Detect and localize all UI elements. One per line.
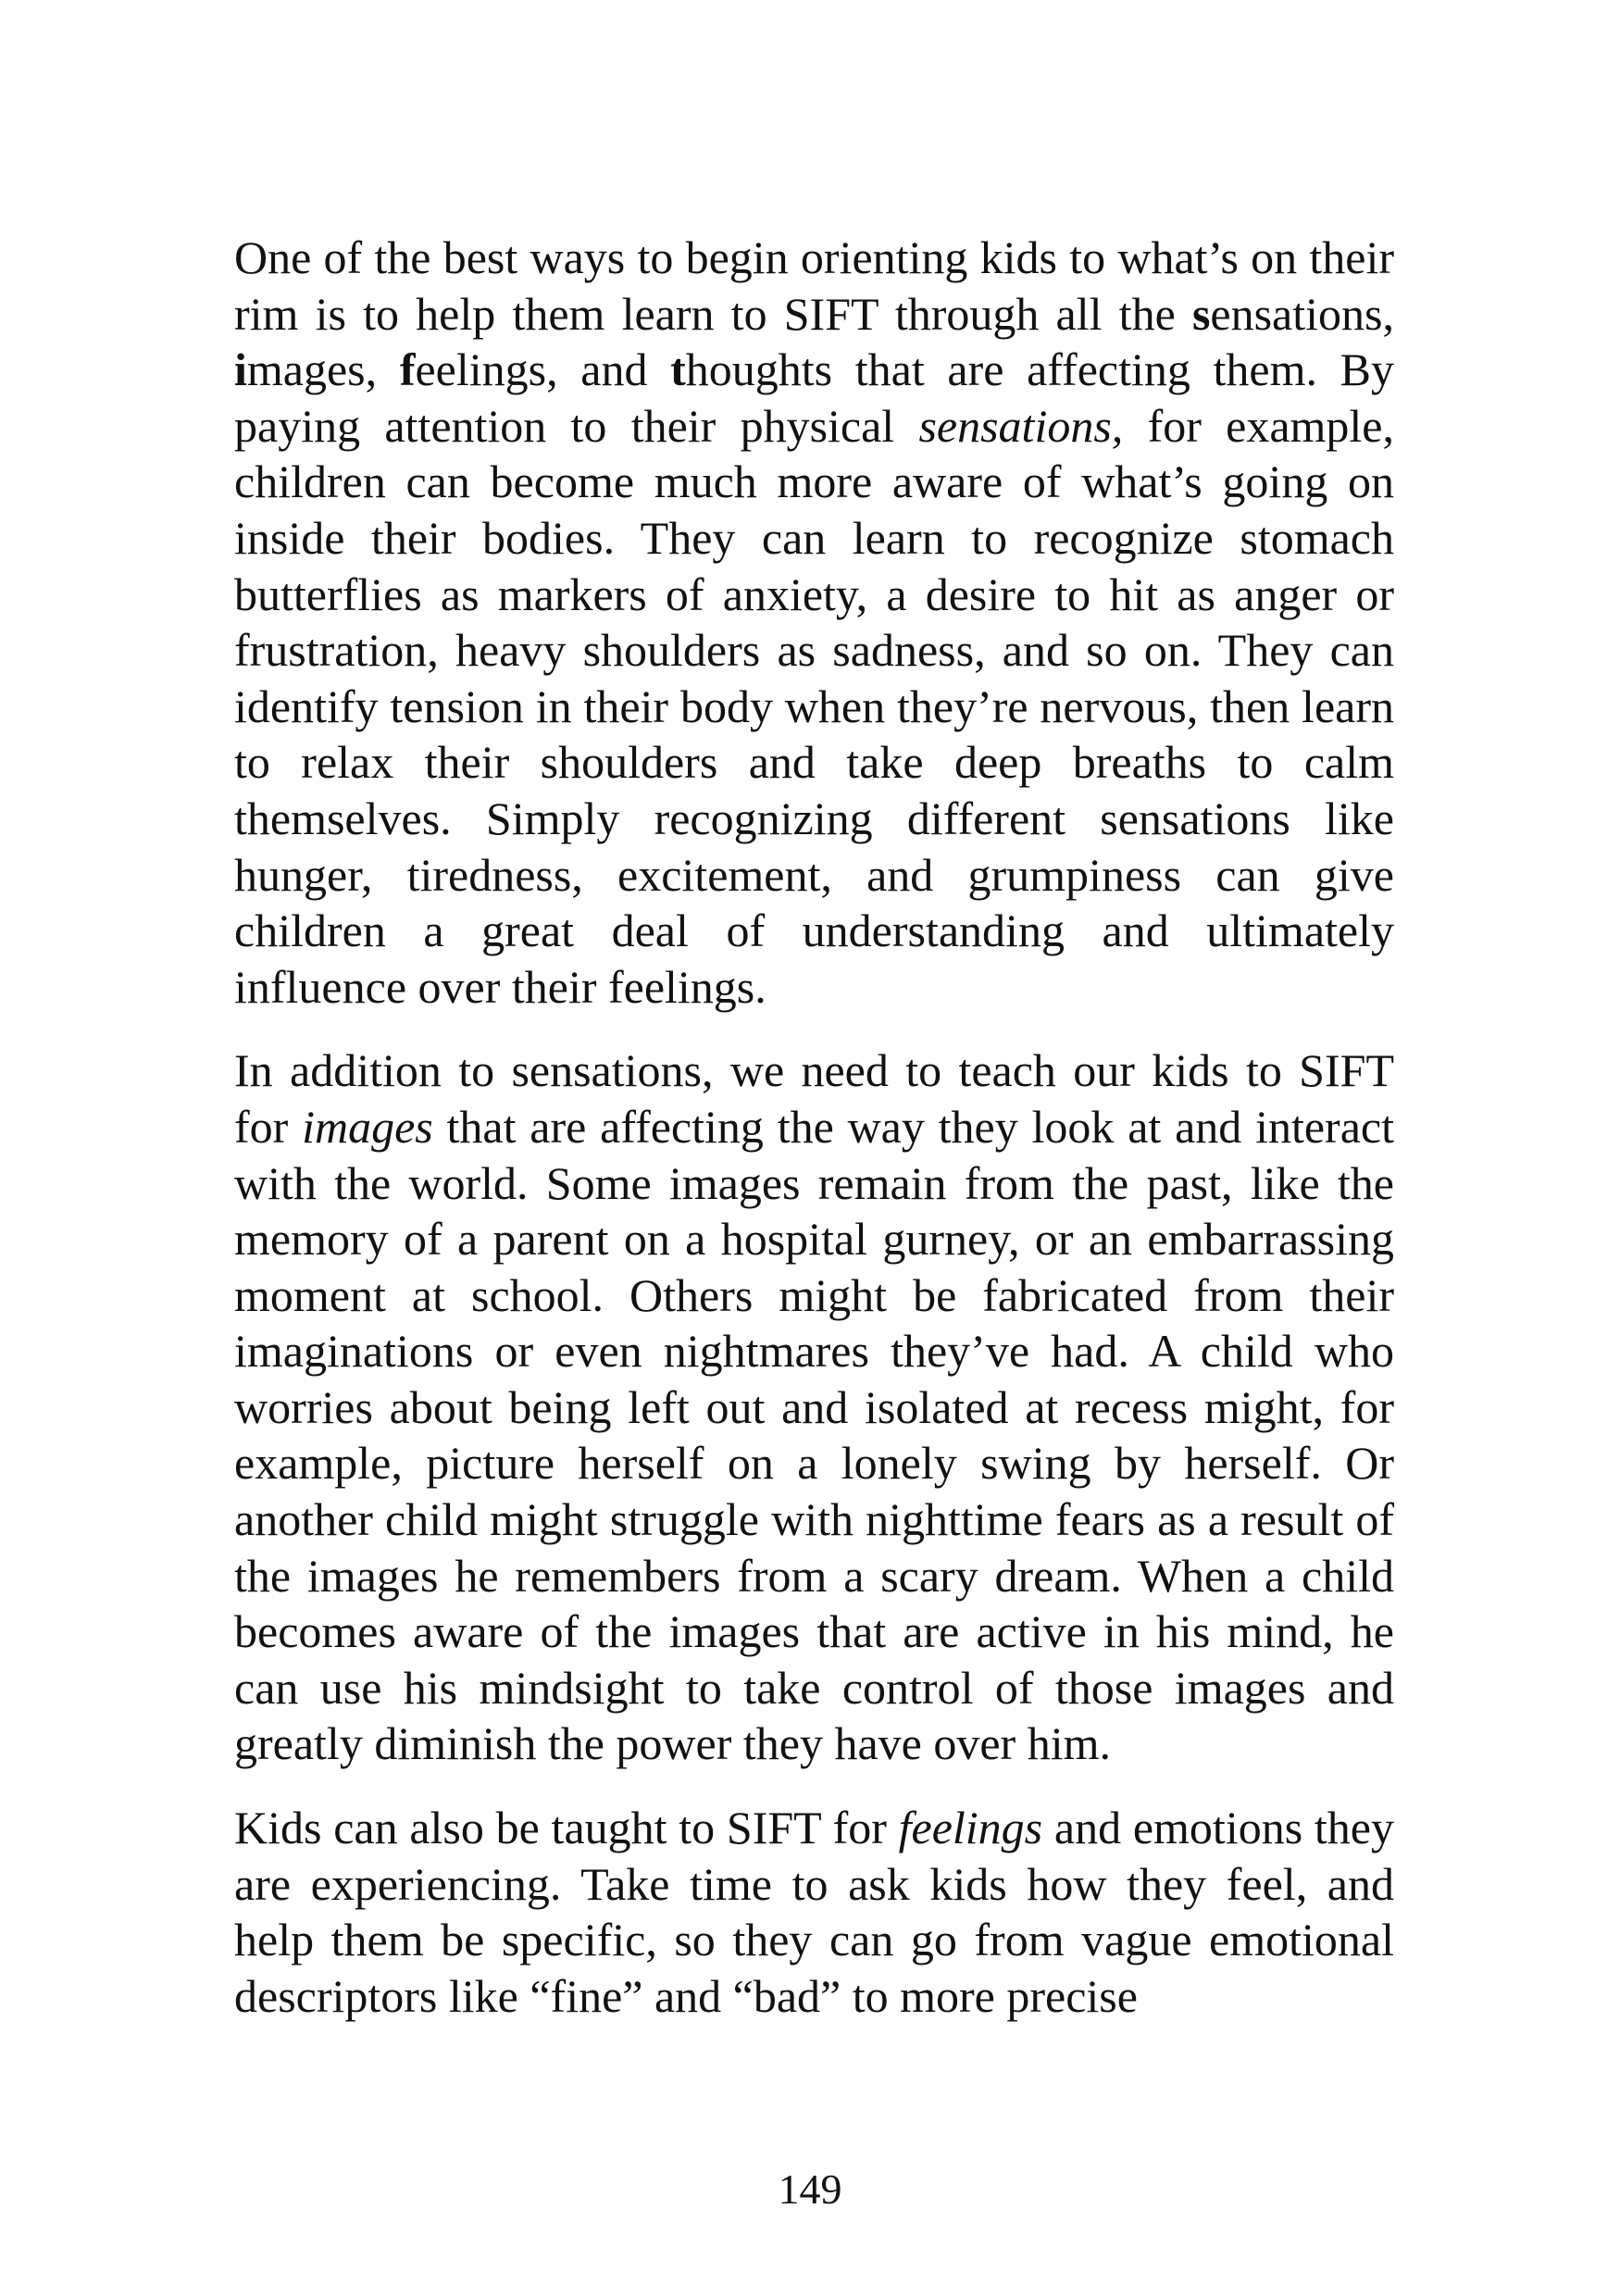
bold-letter: i: [234, 343, 247, 396]
text-run: mages,: [246, 343, 400, 396]
paragraph: [234, 230, 1394, 1015]
page-number: 149: [778, 2165, 842, 2213]
paragraph: [234, 1800, 1394, 2024]
text-run: that are affecting the way they look at and interact with the world. Some images remain from the past, like the memory of a parent on a hospital gurney, or an embarrassing moment at school. Others might be fabricated from their imaginations or even nightmares they’ve had. A child who worries about being left out and isolated at recess might, for example, picture herself on a lonely swing by herself. Or another child might struggle with nighttime fears as a result of the images he remembers from a scary dream. When a child becomes aware of the images that are active in his mind, he can use his mindsight to take control of those images and greatly diminish the power they have over him.: [234, 1100, 1394, 1770]
text-run: In addition to sensations, we need to teach our kids to SIFT for: [234, 1044, 1394, 1153]
bold-letter: t: [670, 343, 686, 396]
bold-letter: s: [1191, 287, 1211, 340]
italic-term: sensations,: [918, 399, 1124, 452]
text-run: eelings, and: [415, 343, 671, 396]
paragraph: [234, 1042, 1394, 1772]
text-run: One of the best ways to begin orienting kids to what’s on their rim is to help them learn to SIFT through all the: [234, 231, 1394, 340]
text-run: for example, children can become much more aware of what’s going on inside their bodies. They can learn to recognize stomach butterflies as markers of anxiety, a desire to hit as anger or frustration, heavy shoulders as sadness, and so on. They can identify tension in their body when they’re nervous, then learn to relax their shoulders and take deep breaths to calm themselves. Simply recognizing different sensations like hunger, tiredness, excitement, and grumpiness can give children a great deal of understanding and ultimately influence over their feelings.: [234, 399, 1394, 1013]
text-run: and emotions they are experiencing. Take time to ask kids how they feel, and help them be specific, so they can go from vague emotional descriptors like “fine” and “bad” to more precise: [234, 1802, 1394, 2022]
italic-term: images: [302, 1100, 433, 1153]
text-run: ensations,: [1210, 287, 1394, 340]
body-text: [234, 230, 1394, 2052]
text-run: houghts that are affecting them. By paying attention to their physical: [234, 343, 1394, 452]
italic-term: feelings: [898, 1802, 1043, 1854]
bold-letter: f: [399, 343, 416, 396]
text-run: Kids can also be taught to SIFT for: [234, 1802, 899, 1854]
